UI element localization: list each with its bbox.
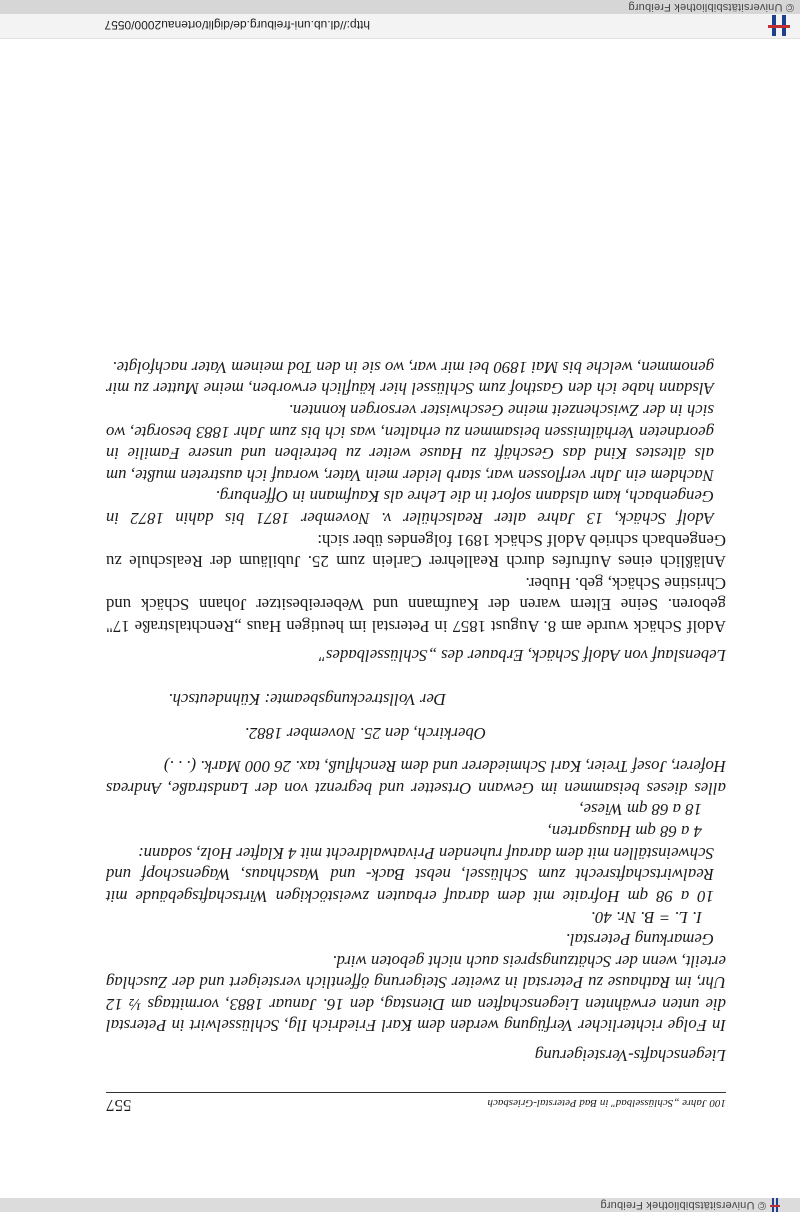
place-date: Oberkirch, den 25. November 1882. [244,723,486,743]
paragraph-realschueler: Adolf Schäck, 13 Jahre alter Realschüler v. November 1871 bis dahin 1872 in Gengenbach, kam alsdann sofort in die Lehre als Kaufmann in Offenburg. [106,487,714,528]
book-page [46,52,746,1172]
line-wiese: 18 a 68 qm Wiese, [579,800,702,820]
heading-versteigerung: Liegenschafts-Versteigerung [534,1046,726,1065]
paragraph-hofraite: 10 a 98 qm Hofraite mit dem darauf erbauten zweistöckigen Wirtschaftsgebäude mit Realwirtschaftsrecht zum Schlüssel, nebst Back- und Waschhaus, Wagenschopf und Schweinställen mit dem darauf ruhenden Privatwaldrecht mit 4 Klafter Holz, sodann: [106,843,714,906]
running-head [106,1092,726,1117]
line-gemarkung: Gemarkung Peterstal. [565,930,714,950]
paragraph-begrenzung: alles dieses beisammen im Gewann Ortsetter und begrenzt von der Landstraße, Andreas Hoferer, Josef Treier, Karl Schmiederer und dem Renchfluß, tax. 26 000 Mark. (. . .) [106,757,726,798]
paragraph-geburt: Adolf Schäck wurde am 8. August 1857 in Peterstal im heutigen Haus „Renchtalstraße 17" geboren. Seine Eltern waren der Kaufmann und Webereibesitzer Johann Schäck und Christine Schäck, geb. Huber. [106,573,726,636]
copyright-label: © Universitätsbibliothek Freiburg [600,1199,766,1211]
library-banner-top [0,1198,800,1212]
paragraph-gasthof: Alsdann habe ich den Gasthof zum Schlüssel hier käuflich erworben, meine Mutter zu mir genommen, welche bis Mai 1890 bei mir war, wo sie in den Tod meinem Vater nachfolgte. [106,357,714,399]
paragraph-verfuegung: In Folge richterlicher Verfügung werden dem Karl Friedrich Ilg, Schlüsselwirt in Peterstal die unten erwähnten Liegenschaften am Dienstag, den 16. Januar 1883, vormittags ½ 12 Uhr, im Rathause zu Peterstal in zweiter Steigerung öffentlich versteigert und der Zuschlag erteilt, wenn der Schätzungspreis auch nicht geboten wird. [106,951,726,1036]
heading-lebenslauf: Lebenslauf von Adolf Schäck, Erbauer des „Schlüsselbades" [318,646,726,666]
paragraph-jubilaeum: Anläßlich eines Aufrufes durch Reallehrer Carlein zum 25. Jubiläum der Realschule zu Gengenbach schrieb Adolf Schäck 1891 folgendes über sich: [106,530,726,572]
line-grundbuch: I. L. = B. Nr. 40. [590,908,702,928]
ub-freiburg-logo [740,13,800,38]
line-hausgarten: 4 a 68 qm Hausgarten, [547,822,702,842]
source-url: http://dl.ub.uni-freiburg.de/diglit/ortenau2000/0557 [104,18,370,32]
signature: Der Vollstreckungsbeamte: Kühndeutsch. [168,690,446,710]
page-number: 557 [106,1096,132,1115]
running-title: 100 Jahre „Schlüsselbad" in Bad Peterstal-Griesbach [487,1097,726,1109]
paragraph-vater: Nachdem ein Jahr verflossen war, starb leider mein Vater, worauf ich austreten mußte, um als ältestes Kind das Geschäft zu Hause weiter zu betreiben und unsere Familie in geordneten Verhältnissen beisammen zu erhalten, was ich bis zum Jahr 1883 besorgte, wo sich in der Zwischenzeit meine Geschwister versorgen konnten. [106,400,714,485]
copyright-label-bottom: © Universitätsbibliothek Freiburg [628,1,794,13]
library-banner-bottom [0,0,800,14]
page-text [106,356,726,1080]
url-bar [0,13,800,39]
ub-freiburg-logo-small [772,1198,780,1212]
